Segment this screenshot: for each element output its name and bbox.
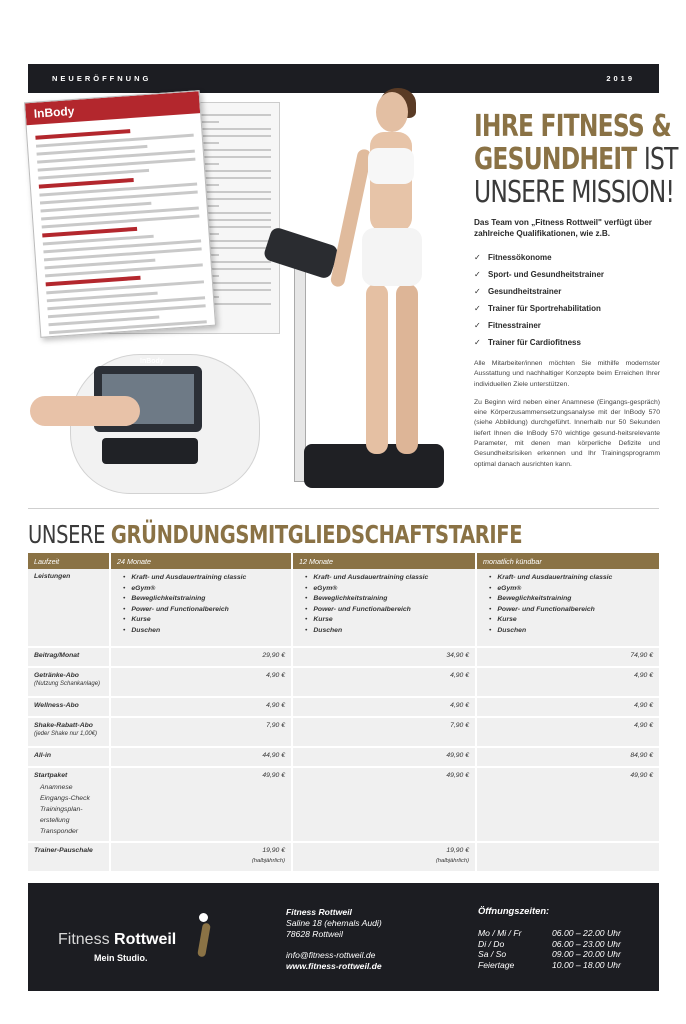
section-divider bbox=[28, 508, 659, 509]
device-logo: InBody bbox=[140, 358, 164, 365]
table-header-row bbox=[28, 553, 659, 569]
list-item: ✓ Trainer für Cardiofitness bbox=[474, 334, 660, 351]
table-row bbox=[28, 569, 659, 647]
banner-label: NEUERÖFFNUNG bbox=[52, 74, 152, 83]
inbody-paragraph: Zu Beginn wird neben einer Anamnese (Eingangs-gespräch) eine Körperzusammensetzungsanalyse mit der InBody 570 (siehe Abbildung) durchgeführt. Innerhalb nur 50 Sekunden liefert Ihnen die InBody 570 wichtige gesund-heitsrelevante Parameter, mit denen man körperliche Defizite und Gesundheitsrisiken erkennen und Ihr Trainingsprogramm optimal danach ausrichten kann. bbox=[474, 398, 660, 468]
brand-logo: Fitness Rottweil bbox=[58, 931, 177, 948]
hours-row: Feiertage 10.00 – 18.00 Uhr bbox=[478, 959, 621, 970]
check-icon: ✓ bbox=[474, 338, 481, 347]
inbody-device-image bbox=[30, 346, 230, 492]
device-keypad bbox=[102, 438, 198, 464]
features-cell: • Kraft- und Ausdauertraining classic • eGym® • Beweglichkeitstraining • Power- und Functionalbereich • Kurse • Duschen bbox=[110, 569, 292, 647]
column-header: 24 Monate bbox=[110, 553, 292, 569]
headline: IHRE FITNESS & GESUNDHEIT IST UNSERE MISSION! bbox=[474, 109, 678, 210]
staff-paragraph: Alle Mitarbeiter/innen möchten Sie mithilfe modernster Ausstattung und nachhaltiger Konzepte beim Erreichen Ihrer individuellen Ziele unterstützen. bbox=[474, 360, 660, 388]
brand-slogan: Mein Studio. bbox=[94, 953, 148, 963]
email-link[interactable]: info@fitness-rottweil.de bbox=[286, 950, 376, 960]
list-item: ✓ Trainer für Sportrehabilitation bbox=[474, 300, 660, 317]
pricing-table bbox=[28, 553, 659, 873]
list-item: ✓ Sport- und Gesundheitstrainer bbox=[474, 266, 660, 283]
features-cell: • Kraft- und Ausdauertraining classic • eGym® • Beweglichkeitstraining • Power- und Functionalbereich • Kurse • Duschen bbox=[476, 569, 659, 647]
hours-row: Mo / Mi / Fr 06.00 – 22.00 Uhr bbox=[478, 928, 621, 938]
features-cell: • Kraft- und Ausdauertraining classic • eGym® • Beweglichkeitstraining • Power- und Functionalbereich • Kurse • Duschen bbox=[292, 569, 476, 647]
hours-row: Sa / So 09.00 – 20.00 Uhr bbox=[478, 949, 621, 960]
table-row: Wellness-Abo 4,90 € 4,90 € 4,90 € bbox=[28, 697, 659, 717]
list-item: ✓ Fitnessökonome bbox=[474, 249, 660, 266]
list-item: ✓ Gesundheitstrainer bbox=[474, 283, 660, 300]
table-row: Shake-Rabatt-Abo (jeder Shake nur 1,00€) 7,90 € 7,90 € 4,90 € bbox=[28, 717, 659, 747]
table-row: Startpaket Anamnese Eingangs-Check Trainingsplan- erstellung Transponder 49,90 € 49,90 € 49,90 € bbox=[28, 767, 659, 842]
check-icon: ✓ bbox=[474, 270, 481, 279]
check-icon: ✓ bbox=[474, 304, 481, 313]
address-block: Fitness Rottweil Saline 18 (ehemals Audi) 78628 Rottweil info@fitness-rottweil.de www.fitness-rottweil.de bbox=[286, 907, 382, 971]
check-icon: ✓ bbox=[474, 253, 481, 262]
hand-image bbox=[30, 396, 140, 426]
report-sheet-front bbox=[24, 90, 216, 338]
list-item: ✓ Fitnesstrainer bbox=[474, 317, 660, 334]
hours-row: Di / Do 06.00 – 23.00 Uhr bbox=[478, 938, 621, 949]
column-header: Laufzeit bbox=[28, 553, 110, 569]
section-title: UNSERE GRÜNDUNGSMITGLIEDSCHAFTSTARIFE bbox=[28, 520, 523, 549]
banner-year: 2019 bbox=[606, 74, 635, 83]
table-row: Trainer-Pauschale 19,90 € (halbjährlich) 19,90 € (halbjährlich) bbox=[28, 842, 659, 872]
table-row: All-in 44,90 € 49,90 € 84,90 € bbox=[28, 747, 659, 767]
column-header: 12 Monate bbox=[292, 553, 476, 569]
footer bbox=[28, 883, 659, 991]
website-link[interactable]: www.fitness-rottweil.de bbox=[286, 961, 382, 971]
row-label: Leistungen bbox=[28, 569, 110, 647]
qualification-list bbox=[474, 249, 660, 351]
check-icon: ✓ bbox=[474, 287, 481, 296]
mission-column bbox=[474, 109, 678, 470]
inbody-report-image bbox=[30, 96, 250, 336]
table-row: Getränke-Abo (Nutzung Schankanlage) 4,90 € 4,90 € 4,90 € bbox=[28, 667, 659, 697]
logo-figure-icon bbox=[196, 913, 212, 959]
team-intro: Das Team von „Fitness Rottweil" verfügt über zahlreiche Qualifikationen, wie z.B. bbox=[474, 218, 652, 238]
check-icon: ✓ bbox=[474, 321, 481, 330]
woman-on-scale-image bbox=[340, 88, 440, 468]
table-row: Beitrag/Monat 29,90 € 34,90 € 74,90 € bbox=[28, 647, 659, 667]
opening-hours: Öffnungszeiten: Mo / Mi / Fr 06.00 – 22.00 Uhr Di / Do 06.00 – 23.00 Uhr Sa / So 09.00 – 20.00 Uhr Feiertage 10.00 – 18.00 Uhr bbox=[478, 905, 621, 970]
column-header: monatlich kündbar bbox=[476, 553, 659, 569]
report-logo: InBody bbox=[25, 91, 200, 125]
